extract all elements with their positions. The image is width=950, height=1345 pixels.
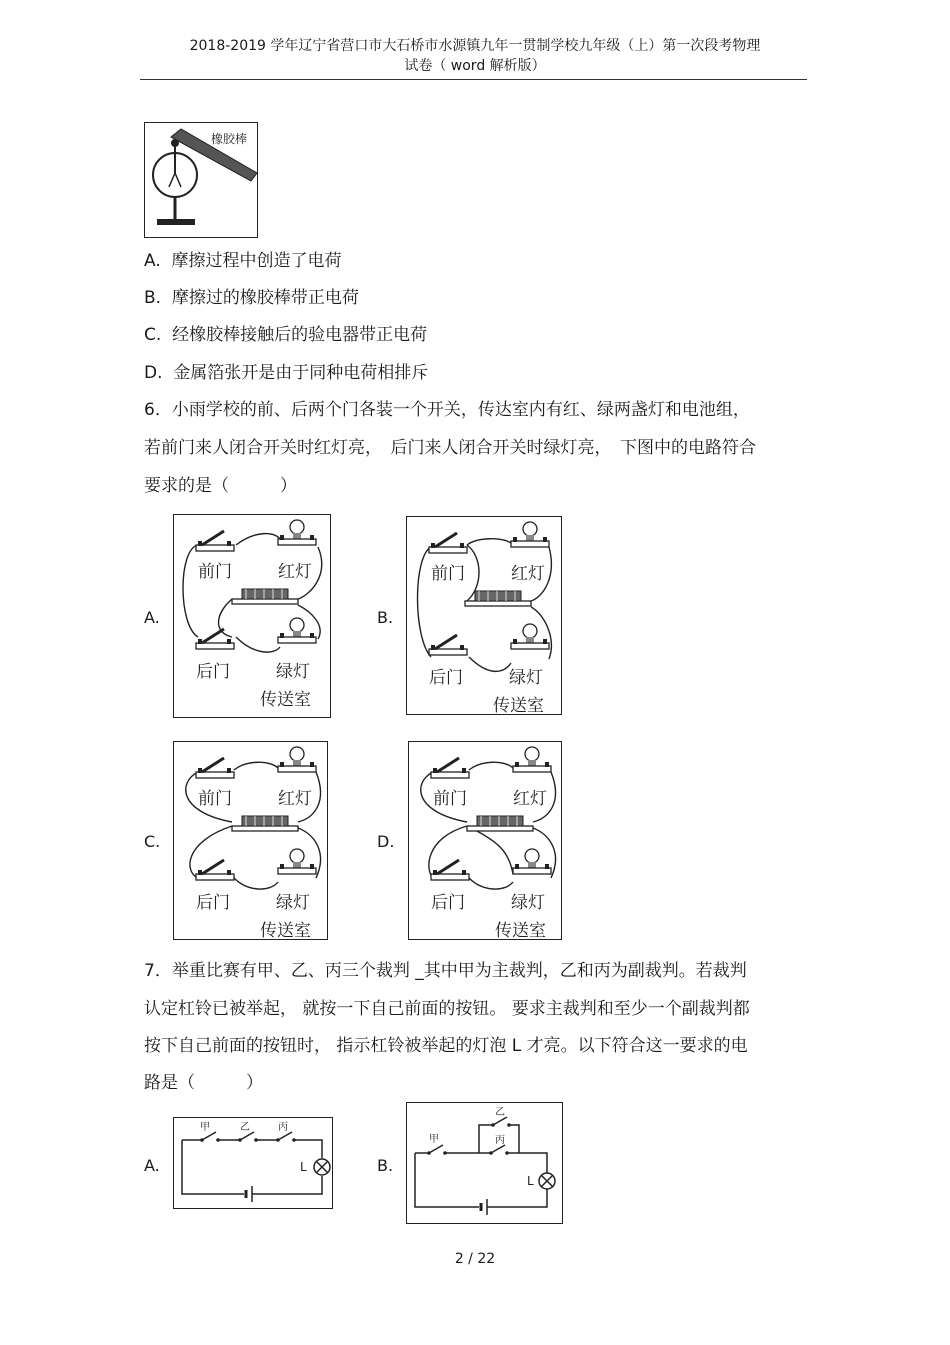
front-door-switch [429, 533, 467, 553]
q6-option-b-label: B. [377, 608, 394, 627]
option-text: 经橡胶棒接触后的验电器带正电荷 [172, 325, 428, 345]
option-text: 金属箔张开是由于同种电荷相排斥 [173, 363, 429, 383]
room-label: 传送室 [260, 921, 311, 939]
option-letter: A. [144, 251, 161, 271]
switch-yi-label: 乙 [240, 1122, 250, 1133]
lamp-l-label: L [527, 1174, 534, 1188]
front-door-label: 前门 [433, 789, 467, 809]
option-letter: D. [144, 363, 163, 383]
back-door-label: 后门 [196, 662, 230, 682]
q5-option-a [144, 249, 342, 273]
q7-stem-line4: 路是（ ） [144, 1073, 263, 1093]
electroscope-drawing [145, 123, 257, 237]
q7-option-b-label: B. [377, 1156, 394, 1175]
red-lamp [511, 522, 549, 547]
battery-pack [232, 589, 298, 604]
red-lamp-label: 红灯 [278, 789, 312, 809]
header-divider [140, 79, 807, 80]
green-lamp [513, 849, 551, 874]
q5-option-b [144, 286, 359, 310]
back-door-label: 后门 [196, 893, 230, 913]
back-door-switch [431, 860, 469, 880]
mixed-circuit-drawing [407, 1103, 562, 1223]
q6-option-a-label: A. [144, 608, 160, 627]
q7-option-a-label: A. [144, 1156, 160, 1175]
front-door-switch [196, 531, 234, 551]
battery-pack [465, 591, 531, 606]
q5-option-d [144, 361, 428, 385]
back-door-label: 后门 [429, 668, 463, 688]
q7-circuit-b [406, 1102, 563, 1224]
back-door-switch [196, 629, 234, 649]
front-door-label: 前门 [198, 789, 232, 809]
green-lamp-label: 绿灯 [511, 893, 545, 913]
document-header [140, 36, 810, 76]
red-lamp [278, 747, 316, 772]
back-door-switch [429, 635, 467, 655]
q6-stem-line2: 若前门来人闭合开关时红灯亮， 后门来人闭合开关时绿灯亮， 下图中的电路符合 [144, 438, 756, 458]
q6-stem-line3: 要求的是（ ） [144, 476, 297, 496]
series-circuit-drawing [174, 1118, 332, 1208]
circuit-drawing [407, 517, 561, 714]
room-label: 传送室 [493, 696, 544, 714]
green-lamp-label: 绿灯 [276, 662, 310, 682]
q7-stem-line3: 按下自己前面的按钮时， 指示杠铃被举起的灯泡 L 才亮。以下符合这一要求的电 [144, 1036, 748, 1056]
battery-pack [232, 816, 298, 831]
option-letter: B. [144, 288, 162, 308]
back-door-switch [196, 860, 234, 880]
rubber-rod-label: 橡胶棒 [211, 132, 248, 146]
header-title-line1: 2018-2019 学年辽宁省营口市大石桥市水源镇九年一贯制学校九年级（上）第一次段考物理 [189, 38, 761, 54]
circuit-drawing [174, 515, 330, 717]
header-title-line2: 试卷（ word 解析版） [404, 58, 546, 74]
red-lamp-label: 红灯 [278, 562, 312, 582]
switch-bing-label: 丙 [278, 1122, 288, 1133]
front-door-label: 前门 [198, 562, 232, 582]
green-lamp-label: 绿灯 [276, 893, 310, 913]
q6-circuit-d [408, 741, 562, 940]
green-lamp [278, 618, 316, 643]
green-lamp [278, 849, 316, 874]
q5-option-c [144, 323, 427, 347]
q6-circuit-c [173, 741, 328, 940]
red-lamp [278, 520, 316, 545]
q7-stem-line1: 7．举重比赛有甲、乙、丙三个裁判 _其中甲为主裁判，乙和丙为副裁判。若裁判 [144, 961, 747, 981]
option-text: 摩擦过的橡胶棒带正电荷 [171, 288, 359, 308]
switch-jia-label: 甲 [429, 1134, 439, 1145]
q7-circuit-a [173, 1117, 333, 1209]
battery-pack [467, 816, 533, 831]
front-door-switch [431, 758, 469, 778]
green-lamp-label: 绿灯 [509, 668, 543, 688]
switch-yi-label: 乙 [495, 1107, 505, 1118]
option-text: 摩擦过程中创造了电荷 [171, 251, 342, 271]
green-lamp [511, 624, 549, 649]
red-lamp-label: 红灯 [511, 564, 545, 584]
q6-circuit-b [406, 516, 562, 715]
switch-bing-label: 丙 [495, 1135, 505, 1146]
front-door-label: 前门 [431, 564, 465, 584]
switch-jia-label: 甲 [200, 1122, 210, 1133]
front-door-switch [196, 758, 234, 778]
red-lamp-label: 红灯 [513, 789, 547, 809]
q6-option-d-label: D. [377, 832, 395, 851]
circuit-drawing [174, 742, 327, 939]
q6-stem-line1: 6．小雨学校的前、后两个门各装一个开关，传达室内有红、绿两盏灯和电池组， [144, 400, 750, 420]
q7-stem-line2: 认定杠铃已被举起， 就按一下自己前面的按钮。 要求主裁判和至少一个副裁判都 [144, 999, 750, 1019]
circuit-drawing [409, 742, 561, 939]
back-door-label: 后门 [431, 893, 465, 913]
option-letter: C. [144, 325, 162, 345]
room-label: 传送室 [260, 690, 311, 710]
electroscope-figure [144, 122, 258, 238]
q6-option-c-label: C. [144, 832, 161, 851]
page-number: 2 / 22 [454, 1251, 496, 1267]
q6-circuit-a [173, 514, 331, 718]
red-lamp [513, 747, 551, 772]
room-label: 传送室 [495, 921, 546, 939]
lamp-l-label: L [300, 1160, 307, 1174]
